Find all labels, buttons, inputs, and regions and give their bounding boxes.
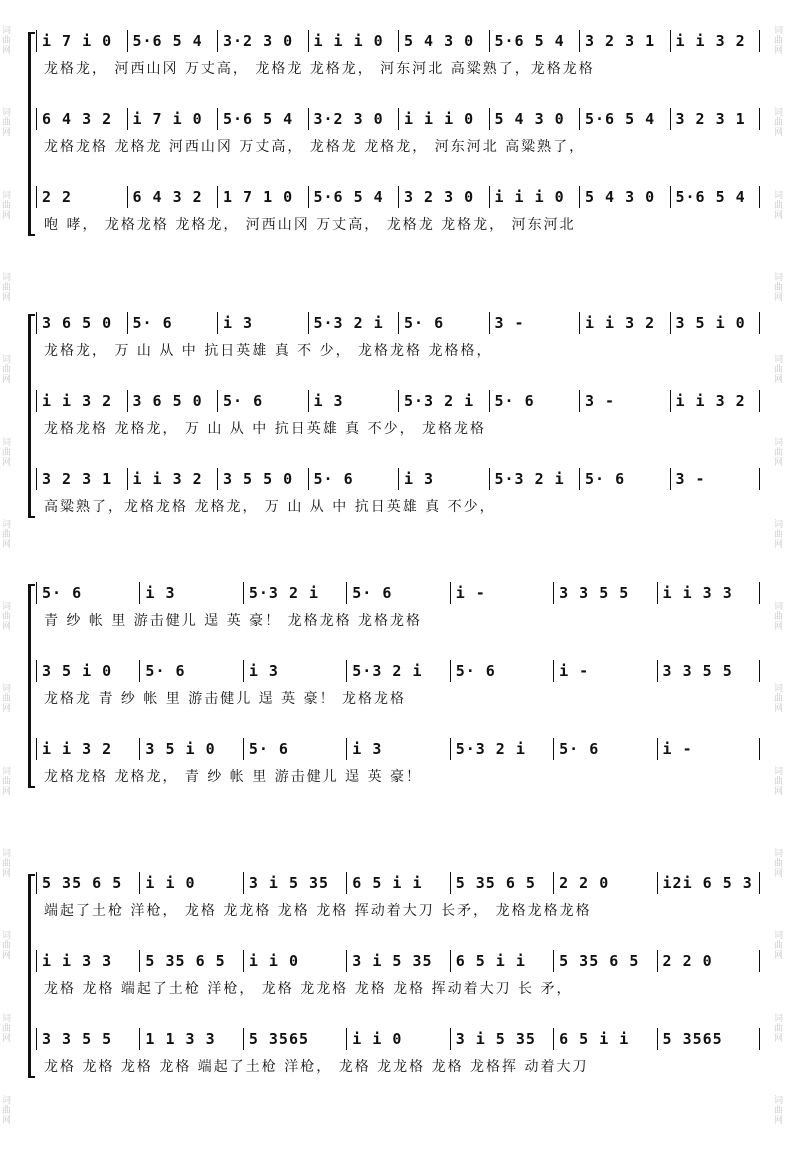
measure-notes: 5·6 5 4	[313, 188, 384, 206]
notes-row	[36, 310, 760, 336]
staff	[36, 948, 760, 1026]
staff	[36, 658, 760, 736]
measure-notes: i 3	[145, 584, 176, 602]
watermark-text: 词曲网	[774, 848, 784, 879]
measure-notes: i i 3 2	[42, 392, 113, 410]
measure	[450, 1026, 553, 1052]
measure-notes: 5· 6	[585, 470, 626, 488]
measure-notes: 5·6 5 4	[585, 110, 656, 128]
notes-row	[36, 580, 760, 606]
measure-notes: 3 3 5 5	[662, 662, 733, 680]
measure-notes: 5·3 2 i	[494, 470, 565, 488]
measure	[450, 948, 553, 974]
measure-notes: 3 5 i 0	[42, 662, 113, 680]
measure-notes: 3 i 5 35	[248, 874, 330, 892]
watermark-text: 词曲网	[2, 1013, 12, 1044]
lyric-line: 龙格龙 青 纱 帐 里 游击健儿 逞 英 豪！ 龙格龙格	[44, 691, 407, 707]
measure	[670, 466, 761, 492]
measure	[670, 106, 761, 132]
measure-notes: i i 3 2	[132, 470, 203, 488]
watermark-text: 词曲网	[2, 931, 12, 962]
score-system	[36, 28, 760, 262]
lyric-line: 咆 哮， 龙格龙格 龙格龙， 河西山冈 万丈高， 龙格龙 龙格龙， 河东河北	[44, 217, 576, 233]
measure-notes: 5 4 3 0	[585, 188, 656, 206]
lyric-line: 高粱熟了，龙格龙格 龙格龙， 万 山 从 中 抗日英雄 真 不少，	[44, 499, 496, 515]
measure-notes: 3 -	[585, 392, 616, 410]
measure	[36, 658, 139, 684]
measure	[217, 28, 308, 54]
watermark-text: 词曲网	[2, 766, 12, 797]
system-brace	[28, 314, 35, 518]
measure-notes: i 7 i 0	[42, 32, 113, 50]
measure	[657, 736, 760, 762]
notes-row	[36, 184, 760, 210]
measure	[217, 388, 308, 414]
measure-notes: 3 2 3 1	[585, 32, 656, 50]
notes-row	[36, 1026, 760, 1052]
measure-notes: 5· 6	[42, 584, 83, 602]
measure	[553, 870, 656, 896]
measure	[398, 106, 489, 132]
measure-notes: 3 6 5 0	[132, 392, 203, 410]
notes-row	[36, 28, 760, 54]
measure-notes: 3·2 3 0	[313, 110, 384, 128]
lyric-line: 端起了土枪 洋枪， 龙格 龙龙格 龙格 龙格 挥动着大刀 长矛， 龙格龙格龙格	[44, 903, 592, 919]
measure-notes: 5 3565	[662, 1030, 723, 1048]
measure	[670, 310, 761, 336]
measure-notes: i i 0	[352, 1030, 403, 1048]
watermark-text: 词曲网	[2, 684, 12, 715]
measure	[127, 388, 218, 414]
watermark-text: 词曲网	[774, 519, 784, 550]
measure-notes: 5·3 2 i	[248, 584, 320, 602]
measure-notes: 3 2 3 1	[42, 470, 113, 488]
measure	[139, 658, 242, 684]
watermark-text: 词曲网	[2, 355, 12, 386]
measure	[346, 580, 449, 606]
measure	[217, 184, 308, 210]
measure-notes: i i 3 3	[662, 584, 733, 602]
measure-notes: i i 0	[248, 952, 299, 970]
measure	[139, 1026, 242, 1052]
measure-notes: 5· 6	[223, 392, 264, 410]
measure	[579, 466, 670, 492]
measure	[346, 870, 449, 896]
measure-notes: i i i 0	[313, 32, 384, 50]
staff	[36, 184, 760, 262]
notes-row	[36, 106, 760, 132]
measure	[657, 658, 760, 684]
measure-notes: 5· 6	[404, 314, 445, 332]
measure	[398, 466, 489, 492]
measure-notes: 3 3 5 5	[42, 1030, 113, 1048]
measure-notes: 1 7 1 0	[223, 188, 294, 206]
measure-notes: i 3	[313, 392, 344, 410]
measure	[36, 106, 127, 132]
lyric-line: 龙格龙， 万 山 从 中 抗日英雄 真 不 少， 龙格龙格 龙格格，	[44, 343, 493, 359]
notes-row	[36, 870, 760, 896]
measure	[36, 310, 127, 336]
measure	[450, 580, 553, 606]
staff	[36, 28, 760, 106]
measure-notes: 3 6 5 0	[42, 314, 113, 332]
measure-notes: i i 3 3	[42, 952, 113, 970]
measure-notes: 5·6 5 4	[223, 110, 294, 128]
measure-notes: 3 -	[494, 314, 525, 332]
measure	[346, 736, 449, 762]
measure-notes: 3 -	[675, 470, 706, 488]
measure	[127, 466, 218, 492]
measure	[308, 184, 399, 210]
measure	[579, 310, 670, 336]
measure	[579, 28, 670, 54]
measure-notes: 5· 6	[352, 584, 393, 602]
staff	[36, 1026, 760, 1104]
measure-notes: 5 3565	[248, 1030, 310, 1048]
measure	[139, 580, 242, 606]
measure-notes: i i 3 2	[675, 32, 746, 50]
staff	[36, 580, 760, 658]
watermark-text: 词曲网	[774, 766, 784, 797]
measure	[579, 388, 670, 414]
measure-notes: 5 35 6 5	[559, 952, 640, 970]
score-system	[36, 870, 760, 1104]
measure	[670, 388, 761, 414]
measure-notes: 5·6 5 4	[675, 188, 746, 206]
measure	[657, 580, 760, 606]
measure-notes: 3 5 i 0	[675, 314, 746, 332]
measure	[489, 388, 580, 414]
measure-notes: 5·3 2 i	[455, 740, 526, 758]
lyric-line: 龙格龙格 龙格龙， 万 山 从 中 抗日英雄 真 不少， 龙格龙格	[44, 421, 487, 437]
measure-notes: 5· 6	[248, 740, 289, 758]
watermark-text: 词曲网	[774, 26, 784, 57]
measure-notes: 6 5 i i	[455, 952, 526, 970]
measure	[553, 948, 656, 974]
watermark-text: 词曲网	[774, 108, 784, 139]
measure-notes: 5 35 6 5	[145, 952, 226, 970]
measure	[139, 948, 242, 974]
measure	[450, 870, 553, 896]
measure	[217, 466, 308, 492]
measure-notes: 3 i 5 35	[455, 1030, 536, 1048]
measure	[398, 310, 489, 336]
measure	[657, 1026, 760, 1052]
measure	[489, 466, 580, 492]
measure	[127, 310, 218, 336]
measure-notes: 3 2 3 1	[675, 110, 746, 128]
measure-notes: 5·6 5 4	[132, 32, 203, 50]
measure	[36, 388, 127, 414]
staff	[36, 736, 760, 814]
measure-notes: i i 0	[145, 874, 196, 892]
watermark-left	[2, 0, 16, 1152]
measure-notes: 5 4 3 0	[494, 110, 565, 128]
measure	[308, 106, 399, 132]
measure	[398, 28, 489, 54]
notes-row	[36, 658, 760, 684]
notes-row	[36, 388, 760, 414]
measure	[243, 658, 346, 684]
measure-notes: 1 1 3 3	[145, 1030, 216, 1048]
measure	[243, 948, 346, 974]
measure-notes: 3·2 3 0	[223, 32, 294, 50]
measure-notes: 5 35 6 5	[455, 874, 536, 892]
measure-notes: 5· 6	[145, 662, 186, 680]
notes-row	[36, 948, 760, 974]
measure-notes: 5· 6	[559, 740, 600, 758]
measure	[670, 28, 761, 54]
measure-notes: 6 5 i i	[352, 874, 423, 892]
measure	[127, 28, 218, 54]
measure-notes: 6 4 3 2	[132, 188, 203, 206]
measure	[243, 870, 346, 896]
measure-notes: i 3	[248, 662, 279, 680]
staff	[36, 106, 760, 184]
measure	[217, 310, 308, 336]
measure-notes: 2 2 0	[662, 952, 713, 970]
measure	[36, 28, 127, 54]
staff	[36, 466, 760, 544]
notes-row	[36, 736, 760, 762]
measure	[308, 310, 399, 336]
measure	[346, 948, 449, 974]
measure-notes: 3 i 5 35	[352, 952, 433, 970]
measure-notes: i i 3 2	[585, 314, 656, 332]
watermark-text: 词曲网	[774, 1013, 784, 1044]
measure-notes: 5· 6	[494, 392, 535, 410]
measure	[139, 736, 242, 762]
measure	[127, 184, 218, 210]
lyric-line: 龙格 龙格 龙格 龙格 端起了土枪 洋枪， 龙格 龙龙格 龙格 龙格挥 动着大刀	[44, 1059, 589, 1075]
measure-notes: 5·3 2 i	[404, 392, 475, 410]
measure	[127, 106, 218, 132]
measure-notes: 6 4 3 2	[42, 110, 113, 128]
watermark-text: 词曲网	[774, 355, 784, 386]
measure-notes: i2i 6 5 3	[662, 874, 753, 892]
measure	[36, 736, 139, 762]
measure	[346, 1026, 449, 1052]
watermark-text: 词曲网	[2, 1095, 12, 1126]
measure-notes: i i i 0	[494, 188, 565, 206]
staff	[36, 310, 760, 388]
watermark-text: 词曲网	[774, 1095, 784, 1126]
system-brace	[28, 32, 35, 236]
measure-notes: 5 4 3 0	[404, 32, 475, 50]
measure-notes: i -	[559, 662, 590, 680]
watermark-text: 词曲网	[2, 108, 12, 139]
measure	[243, 736, 346, 762]
measure	[36, 580, 139, 606]
system-brace	[28, 874, 35, 1078]
measure-notes: 2 2	[42, 188, 73, 206]
measure	[398, 388, 489, 414]
measure	[36, 466, 127, 492]
measure	[308, 388, 399, 414]
staff	[36, 388, 760, 466]
measure	[670, 184, 761, 210]
measure	[553, 1026, 656, 1052]
measure-notes: i i i 0	[404, 110, 475, 128]
measure-notes: i -	[455, 584, 486, 602]
measure-notes: i 3	[352, 740, 383, 758]
system-brace	[28, 584, 35, 788]
measure-notes: 3 5 i 0	[145, 740, 216, 758]
staff	[36, 870, 760, 948]
score-system	[36, 580, 760, 814]
watermark-text: 词曲网	[2, 848, 12, 879]
measure-notes: i i 3 2	[675, 392, 746, 410]
measure	[139, 870, 242, 896]
lyric-line: 龙格 龙格 端起了土枪 洋枪， 龙格 龙龙格 龙格 龙格 挥动着大刀 长 矛，	[44, 981, 573, 997]
measure-notes: 3 5 5 0	[223, 470, 294, 488]
watermark-text: 词曲网	[2, 519, 12, 550]
watermark-text: 词曲网	[2, 602, 12, 633]
measure-notes: i -	[662, 740, 693, 758]
measure	[579, 106, 670, 132]
watermark-right	[774, 0, 788, 1152]
notes-row	[36, 466, 760, 492]
watermark-text: 词曲网	[2, 26, 12, 57]
measure	[217, 106, 308, 132]
watermark-text: 词曲网	[774, 684, 784, 715]
measure-notes: 5·3 2 i	[352, 662, 423, 680]
watermark-text: 词曲网	[774, 602, 784, 633]
measure	[489, 28, 580, 54]
measure	[398, 184, 489, 210]
measure	[36, 948, 139, 974]
lyric-line: 龙格龙格 龙格龙， 青 纱 帐 里 游击健儿 逞 英 豪！	[44, 769, 423, 785]
measure-notes: i 7 i 0	[132, 110, 203, 128]
measure	[553, 580, 656, 606]
measure	[308, 28, 399, 54]
measure-notes: 5 35 6 5	[42, 874, 123, 892]
watermark-text: 词曲网	[774, 272, 784, 303]
measure	[553, 736, 656, 762]
measure-notes: i i 3 2	[42, 740, 113, 758]
measure	[553, 658, 656, 684]
measure	[489, 184, 580, 210]
lyric-line: 龙格龙格 龙格龙 河西山冈 万丈高， 龙格龙 龙格龙， 河东河北 高粱熟了，	[44, 139, 586, 155]
watermark-text: 词曲网	[2, 272, 12, 303]
measure-notes: i 3	[223, 314, 254, 332]
measure-notes: 2 2 0	[559, 874, 610, 892]
watermark-text: 词曲网	[774, 931, 784, 962]
watermark-text: 词曲网	[774, 190, 784, 221]
measure-notes: 5· 6	[313, 470, 354, 488]
measure	[346, 658, 449, 684]
measure	[657, 948, 760, 974]
measure-notes: 3 2 3 0	[404, 188, 475, 206]
measure-notes: i 3	[404, 470, 435, 488]
lyric-line: 龙格龙， 河西山冈 万丈高， 龙格龙 龙格龙， 河东河北 高粱熟了，龙格龙格	[44, 61, 595, 77]
measure-notes: 3 3 5 5	[559, 584, 630, 602]
measure	[243, 1026, 346, 1052]
measure	[36, 184, 127, 210]
measure	[450, 736, 553, 762]
lyric-line: 青 纱 帐 里 游击健儿 逞 英 豪！ 龙格龙格 龙格龙格	[44, 613, 423, 629]
measure	[36, 870, 139, 896]
measure	[36, 1026, 139, 1052]
measure	[657, 870, 760, 896]
watermark-text: 词曲网	[2, 437, 12, 468]
measure-notes: 5· 6	[455, 662, 496, 680]
measure-notes: 5·6 5 4	[494, 32, 565, 50]
measure	[243, 580, 346, 606]
score-system	[36, 310, 760, 544]
measure	[308, 466, 399, 492]
watermark-text: 词曲网	[774, 437, 784, 468]
measure-notes: 5·3 2 i	[313, 314, 384, 332]
measure-notes: 6 5 i i	[559, 1030, 630, 1048]
measure	[450, 658, 553, 684]
measure	[489, 310, 580, 336]
measure	[579, 184, 670, 210]
measure	[489, 106, 580, 132]
measure-notes: 5· 6	[132, 314, 173, 332]
watermark-text: 词曲网	[2, 190, 12, 221]
